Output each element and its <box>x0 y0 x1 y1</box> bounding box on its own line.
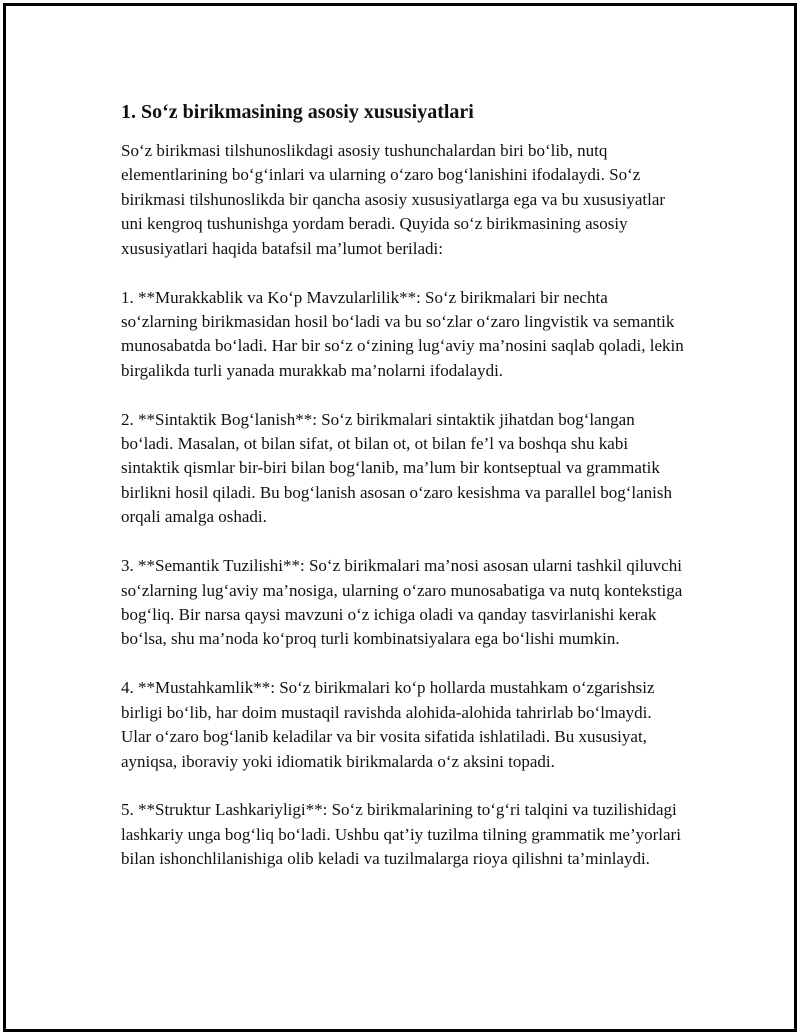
intro-paragraph: So‘z birikmasi tilshunoslikdagi asosiy tushunchalardan biri bo‘lib, nutq elementlarining bo‘g‘inlari va ularning o‘zaro bog‘lanishini ifodalaydi. So‘z birikmasi tilshunoslikda bir qancha asosiy xususiyatlarga ega va bu xususiyatlar uni kengroq tushunishga yordam beradi. Quyida so‘z birikmasining asosiy xususiyatlari haqida batafsil ma’lumot beriladi: <box>121 141 666 258</box>
list-item: 1. **Murakkablik va Ko‘p Mavzularlilik**: So‘z birikmalari bir nechta so‘zlarning birikmasidan hosil bo‘ladi va bu so‘zlar o‘zaro lingvistik va semantik munosabatda bo‘ladi. Har bir so‘z o‘zining lug‘aviy ma’nosini saqlab qoladi, lekin birgalikda turli yanada murakkab ma’nolarni ifodalaydi. <box>121 287 684 380</box>
list-item: 3. **Semantik Tuzilishi**: So‘z birikmalari ma’nosi asosan ularni tashkil qiluvchi so‘zlarning lug‘aviy ma’nosiga, ularning o‘zaro munosabatiga va nutq kontekstiga bog‘liq. Bir narsa qaysi mavzuni o‘z ichiga oladi va qanday tasvirlanishi kerak bo‘lsa, shu ma’noda ko‘proq turli kombinatsiyalara ega bo‘lishi mumkin. <box>121 556 683 649</box>
list-item: 2. **Sintaktik Bog‘lanish**: So‘z birikmalari sintaktik jihatdan bog‘langan bo‘ladi. Masalan, ot bilan sifat, ot bilan ot, ot bilan fe’l va boshqa shu kabi sintaktik qismlar bir-biri bilan bog‘lanib, ma’lum bir kontseptual va grammatik birlikni hosil qiladi. Bu bog‘lanish asosan o‘zaro kesishma va parallel bog‘lanish orqali amalga oshadi. <box>121 409 672 527</box>
page-frame <box>3 3 797 1032</box>
list-item: 4. **Mustahkamlik**: So‘z birikmalari ko‘p hollarda mustahkam o‘zgarishsiz birligi bo‘lib, har doim mustaqil ravishda alohida-alohida tahrirlab bo‘lmaydi. Ular o‘zaro bog‘lanib keladilar va bir vosita sifatida ishlatiladi. Bu xususiyat, ayniqsa, iboraviy yoki idiomatik birikmalarda o‘z aksini topadi. <box>121 678 655 771</box>
list-item: 5. **Struktur Lashkariyligi**: So‘z birikmalarining to‘g‘ri talqini va tuzilishidagi lashkariy unga bog‘liq bo‘ladi. Ushbu qat’iy tuzilma tilning grammatik me’yorlari bilan ishonchlilanishiga olib keladi va tuzilmalarga rioya qilishni ta’minlaydi. <box>121 800 681 869</box>
document-title: 1. So‘z birikmasining asosiy xususiyatlari <box>121 101 474 123</box>
document-content <box>121 99 686 872</box>
